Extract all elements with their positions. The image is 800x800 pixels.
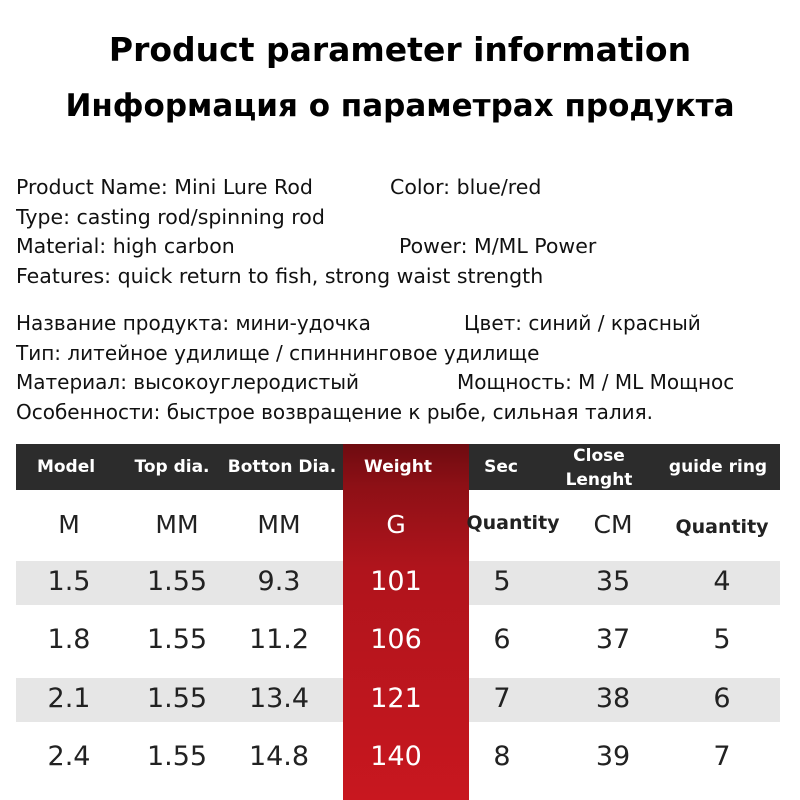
unit-sec: Quantity (466, 512, 560, 534)
material-en: Material: high carbon (16, 234, 235, 258)
table-cell: 9.3 (257, 566, 301, 597)
title-russian: Информация о параметрах продукта (65, 88, 735, 124)
table-cell: 38 (595, 683, 631, 714)
table-cell: 11.2 (248, 624, 310, 655)
table-cell: 101 (370, 566, 422, 597)
table-cell: 1.55 (146, 566, 208, 597)
type-ru: Тип: литейное удилище / спиннинговое удилище (16, 340, 540, 365)
header-weight: Weight (364, 457, 432, 477)
unit-close-length: CM (593, 510, 633, 539)
unit-weight: G (386, 510, 406, 539)
unit-guide-ring: Quantity (675, 516, 769, 538)
table-cell: 140 (370, 741, 422, 772)
header-top-dia: Top dia. (134, 457, 210, 477)
color-ru: Цвет: синий / красный (464, 311, 701, 335)
table-cell: 106 (370, 624, 422, 655)
product-name-ru: Название продукта: мини-удочка (16, 311, 371, 335)
material-ru: Материал: высокоуглеродистый (16, 370, 360, 394)
header-model: Model (36, 457, 96, 477)
header-sec: Sec (484, 457, 518, 477)
table-cell: 4 (713, 566, 731, 597)
table-cell: 1.5 (47, 566, 91, 597)
header-botton-dia: Botton Dia. (227, 457, 337, 477)
info-english (16, 173, 800, 291)
table-cell: 6 (493, 624, 511, 655)
power-ru: Мощность: M / ML Мощнос (457, 370, 735, 394)
table-cell: 2.1 (47, 683, 91, 714)
header-close-lenght: Close Lenght (565, 446, 633, 490)
spec-table (16, 444, 780, 800)
unit-model: M (58, 510, 80, 539)
table-cell: 8 (493, 741, 511, 772)
table-cell: 7 (493, 683, 511, 714)
product-name-en: Product Name: Mini Lure Rod (16, 175, 313, 199)
table-cell: 5 (713, 624, 731, 655)
table-cell: 39 (595, 741, 631, 772)
table-cell: 13.4 (248, 683, 310, 714)
table-cell: 2.4 (47, 741, 91, 772)
table-cell: 37 (595, 624, 631, 655)
table-cell: 121 (370, 683, 422, 714)
info-russian (16, 309, 800, 427)
table-cell: 35 (595, 566, 631, 597)
unit-top-dia: MM (155, 510, 199, 539)
color-en: Color: blue/red (390, 175, 542, 199)
unit-botton-dia: MM (257, 510, 301, 539)
features-ru: Особенности: быстрое возвращение к рыбе, сильная талия. (16, 399, 654, 424)
table-cell: 6 (713, 683, 731, 714)
table-cell: 1.8 (47, 624, 91, 655)
header-guide-ring: guide ring (668, 457, 768, 477)
table-cell: 1.55 (146, 624, 208, 655)
table-cell: 5 (493, 566, 511, 597)
table-cell: 1.55 (146, 683, 208, 714)
table-cell: 14.8 (248, 741, 310, 772)
title-english: Product parameter information (108, 30, 692, 69)
table-cell: 7 (713, 741, 731, 772)
power-en: Power: M/ML Power (399, 234, 597, 258)
table-cell: 1.55 (146, 741, 208, 772)
features-en: Features: quick return to fish, strong waist strength (16, 263, 544, 288)
type-en: Type: casting rod/spinning rod (16, 204, 325, 229)
